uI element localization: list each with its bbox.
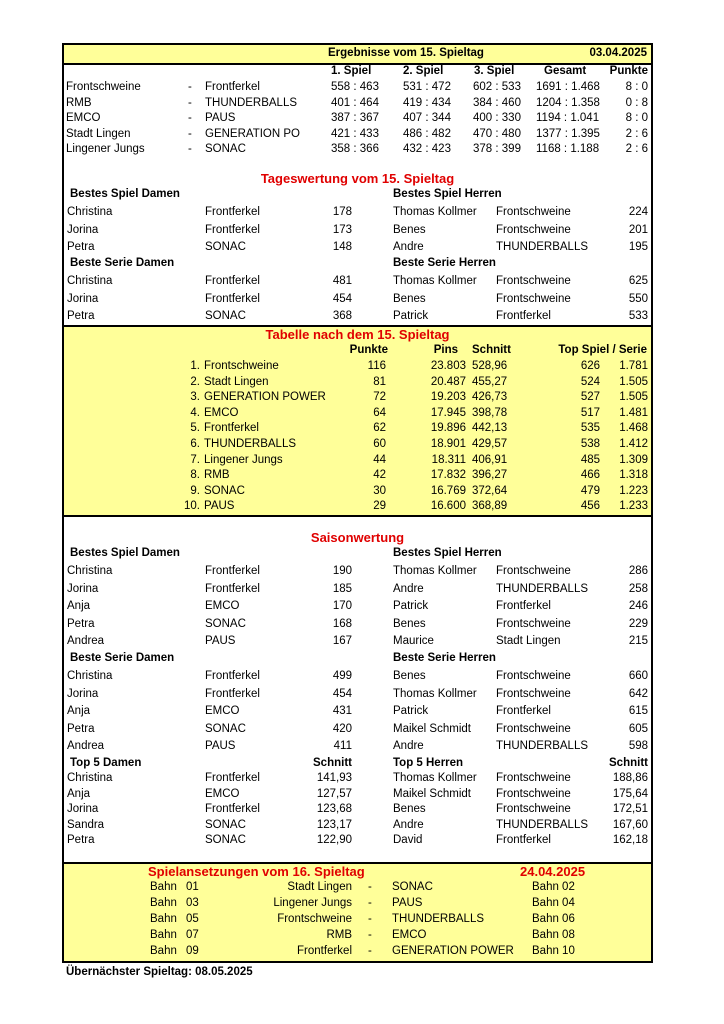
player-score: 368 (332, 310, 352, 322)
player-team: Frontschweine (496, 787, 571, 800)
rank: 6. (190, 438, 200, 450)
lane-label: Bahn (150, 881, 177, 893)
team-top-series: 1.223 (619, 484, 648, 497)
player-name: Jorina (67, 582, 99, 595)
away-lane: Bahn 02 (532, 881, 575, 893)
col-points: Punkte (349, 344, 388, 356)
player-score: 258 (628, 582, 648, 595)
team-name: GENERATION POWER (204, 391, 326, 404)
total-score: 1194 : 1.041 (536, 112, 600, 124)
total-score: 1204 : 1.358 (536, 96, 600, 109)
game3-score: 602 : 533 (473, 81, 521, 93)
player-score: 148 (332, 241, 352, 253)
game1-score: 387 : 367 (331, 112, 379, 124)
player-team: PAUS (205, 635, 236, 647)
player-average: 122,90 (316, 834, 352, 846)
player-team: SONAC (205, 310, 246, 322)
player-team: Stadt Lingen (496, 635, 561, 647)
team-name: Stadt Lingen (204, 375, 269, 388)
top5-women-title: Top 5 Damen (70, 757, 142, 769)
team-points: 64 (373, 406, 386, 419)
total-score: 1377 : 1.395 (536, 127, 600, 140)
rank: 1. (190, 360, 200, 372)
player-score: 168 (332, 617, 352, 630)
team-average: 455,27 (472, 375, 508, 388)
player-team: Frontschweine (496, 722, 571, 735)
player-average: 172,51 (612, 803, 648, 815)
day-left-title: Bestes Spiel Damen (70, 188, 180, 200)
player-average: 188,86 (612, 772, 648, 784)
col-pins: Pins (433, 344, 458, 356)
player-name: Thomas Kollmer (393, 687, 477, 700)
team-average: 372,64 (472, 484, 508, 497)
team-top-series: 1.233 (619, 500, 648, 513)
player-team: Frontschweine (496, 206, 571, 218)
match-points: 8 : 0 (625, 81, 648, 93)
team-pins: 23.803 (430, 360, 466, 372)
lane-number: 09 (186, 945, 199, 957)
standings-title: Tabelle nach dem 15. Spieltag (265, 327, 450, 342)
player-team: Frontschweine (496, 275, 571, 287)
vs-dash: - (368, 913, 372, 925)
away-lane: Bahn 10 (532, 945, 575, 957)
player-score: 454 (332, 687, 352, 700)
vs-dash: - (368, 929, 372, 941)
player-team: Frontferkel (496, 310, 551, 322)
vs-dash: - (368, 945, 372, 957)
lane-label: Bahn (150, 945, 177, 957)
rank: 5. (190, 422, 200, 435)
home-team: Lingener Jungs (273, 897, 352, 909)
player-score: 625 (628, 275, 648, 287)
player-score: 499 (332, 670, 352, 682)
team-top-series: 1.412 (619, 438, 648, 450)
player-score: 229 (628, 617, 648, 630)
player-score: 598 (628, 740, 648, 752)
player-score: 195 (628, 241, 648, 253)
results-col-header: 2. Spiel (403, 65, 444, 77)
home-team: EMCO (66, 112, 101, 124)
player-team: Frontferkel (205, 687, 260, 700)
team-points: 44 (373, 453, 386, 466)
player-score: 660 (628, 670, 648, 682)
team-name: SONAC (204, 484, 245, 497)
lane-label: Bahn (150, 913, 177, 925)
player-team: Frontferkel (205, 803, 260, 815)
col-average: Schnitt (472, 344, 511, 356)
away-team: GENERATION POWER (392, 945, 514, 957)
player-team: Frontschweine (496, 292, 571, 305)
game2-score: 419 : 434 (403, 96, 451, 109)
season-right-title: Beste Serie Herren (393, 652, 496, 664)
player-average: 162,18 (612, 834, 648, 846)
rank: 10. (184, 500, 200, 513)
rank: 8. (190, 469, 200, 482)
player-team: Frontschweine (496, 565, 571, 577)
rank: 7. (190, 453, 200, 466)
team-pins: 18.311 (431, 453, 466, 466)
results-title: Ergebnisse vom 15. Spieltag (328, 47, 484, 59)
team-top-series: 1.468 (619, 422, 648, 435)
player-name: Anja (67, 787, 91, 800)
home-team: RMB (66, 96, 92, 109)
player-score: 215 (628, 635, 648, 647)
player-score: 178 (332, 206, 352, 218)
results-col-header: Gesamt (544, 65, 587, 77)
player-name: Benes (393, 292, 426, 305)
team-name: Frontferkel (204, 422, 259, 435)
team-top-series: 1.318 (619, 469, 648, 482)
player-score: 167 (332, 635, 352, 647)
player-name: Anja (67, 705, 91, 717)
game1-score: 358 : 366 (331, 143, 379, 155)
match-points: 2 : 6 (625, 143, 648, 155)
player-name: Christina (67, 206, 113, 218)
season-title: Saisonwertung (310, 530, 405, 545)
team-name: RMB (204, 469, 230, 482)
away-team: THUNDERBALLS (205, 96, 298, 109)
player-name: Andre (393, 818, 424, 831)
player-team: THUNDERBALLS (496, 582, 589, 595)
player-score: 431 (332, 705, 352, 717)
player-name: Maikel Schmidt (393, 722, 471, 735)
lane-label: Bahn (150, 929, 177, 941)
game1-score: 421 : 433 (331, 127, 379, 140)
team-average: 429,57 (472, 438, 508, 450)
player-name: Andrea (67, 740, 105, 752)
player-name: Andre (393, 241, 424, 253)
day-title: Tageswertung vom 15. Spieltag (260, 171, 455, 186)
player-name: Patrick (393, 310, 429, 322)
player-average: 127,57 (316, 787, 352, 800)
player-team: Frontschweine (496, 617, 571, 630)
vs-dash: - (368, 897, 372, 909)
vs-dash: - (188, 96, 192, 109)
player-score: 190 (332, 565, 352, 577)
team-average: 396,27 (472, 469, 508, 482)
day-left-title: Beste Serie Damen (70, 257, 175, 269)
results-col-header: Punkte (609, 65, 648, 77)
player-name: Jorina (67, 803, 99, 815)
team-points: 72 (373, 391, 386, 404)
home-team: Stadt Lingen (287, 881, 352, 893)
team-points: 60 (373, 438, 386, 450)
player-name: Petra (67, 722, 95, 735)
player-name: Benes (393, 617, 426, 630)
player-name: Maikel Schmidt (393, 787, 471, 800)
team-points: 42 (373, 469, 386, 482)
player-score: 185 (332, 582, 352, 595)
home-team: Frontschweine (277, 913, 352, 925)
lane-label: Bahn (150, 897, 177, 909)
team-average: 406,91 (472, 453, 508, 466)
player-team: Frontferkel (205, 275, 260, 287)
player-score: 642 (628, 687, 648, 700)
match-points: 2 : 6 (625, 127, 648, 140)
player-team: THUNDERBALLS (496, 241, 589, 253)
player-team: SONAC (205, 241, 246, 253)
player-score: 481 (332, 275, 352, 287)
player-name: Petra (67, 834, 95, 846)
team-name: Lingener Jungs (204, 453, 283, 466)
team-pins: 17.945 (430, 406, 466, 419)
player-team: PAUS (205, 740, 236, 752)
team-top-game: 456 (580, 500, 600, 513)
away-team: GENERATION PO (205, 127, 300, 140)
player-score: 550 (628, 292, 648, 305)
player-team: Frontferkel (205, 206, 260, 218)
top5-men-col: Schnitt (609, 757, 648, 769)
player-team: THUNDERBALLS (496, 818, 589, 831)
lane-number: 07 (186, 929, 199, 941)
home-team: Lingener Jungs (66, 143, 145, 155)
player-team: Frontferkel (496, 834, 551, 846)
vs-dash: - (188, 81, 192, 93)
vs-dash: - (188, 112, 192, 124)
vs-dash: - (188, 143, 192, 155)
team-average: 368,89 (472, 500, 508, 513)
player-name: Christina (67, 772, 113, 784)
player-team: EMCO (205, 705, 240, 717)
team-top-game: 479 (580, 484, 600, 497)
team-points: 30 (373, 484, 386, 497)
player-name: Petra (67, 241, 95, 253)
home-team: RMB (326, 929, 352, 941)
match-points: 0 : 8 (625, 96, 648, 109)
player-name: Thomas Kollmer (393, 206, 477, 218)
away-lane: Bahn 04 (532, 897, 575, 909)
player-team: SONAC (205, 834, 246, 846)
results-col-header: 1. Spiel (331, 65, 372, 77)
player-team: Frontschweine (496, 670, 571, 682)
player-team: Frontferkel (205, 223, 260, 236)
game1-score: 558 : 463 (331, 81, 379, 93)
team-top-series: 1.505 (619, 375, 648, 388)
game3-score: 400 : 330 (473, 112, 521, 124)
away-team: EMCO (392, 929, 427, 941)
team-top-game: 626 (580, 360, 600, 372)
game3-score: 378 : 399 (473, 143, 521, 155)
team-pins: 16.769 (430, 484, 466, 497)
team-top-series: 1.781 (619, 360, 648, 372)
team-average: 528,96 (472, 360, 508, 372)
day-right-title: Beste Serie Herren (393, 257, 496, 269)
player-team: Frontferkel (205, 292, 260, 305)
player-name: David (393, 834, 423, 846)
team-average: 426,73 (472, 391, 508, 404)
team-top-game: 466 (580, 469, 600, 482)
team-points: 116 (367, 360, 386, 372)
player-team: Frontschweine (496, 687, 571, 700)
vs-dash: - (188, 127, 192, 140)
player-name: Thomas Kollmer (393, 275, 477, 287)
away-team: SONAC (392, 881, 433, 893)
team-pins: 20.487 (430, 375, 466, 388)
team-top-game: 538 (580, 438, 600, 450)
away-lane: Bahn 06 (532, 913, 575, 925)
vs-dash: - (368, 881, 372, 893)
rank: 3. (190, 391, 200, 404)
player-name: Christina (67, 565, 113, 577)
player-score: 411 (333, 740, 352, 752)
team-average: 442,13 (472, 422, 508, 435)
total-score: 1691 : 1.468 (536, 81, 600, 93)
team-pins: 19.203 (430, 391, 466, 404)
match-points: 8 : 0 (625, 112, 648, 124)
player-average: 123,68 (316, 803, 352, 815)
player-score: 286 (628, 565, 648, 577)
player-score: 246 (628, 600, 648, 612)
season-left-title: Beste Serie Damen (70, 652, 175, 664)
player-team: SONAC (205, 722, 246, 735)
player-average: 167,60 (612, 818, 648, 831)
col-top: Top Spiel / Serie (558, 344, 647, 356)
player-average: 141,93 (316, 772, 352, 784)
team-pins: 17.832 (430, 469, 466, 482)
player-name: Benes (393, 803, 426, 815)
player-name: Petra (67, 310, 95, 322)
player-team: SONAC (205, 818, 246, 831)
game1-score: 401 : 464 (331, 96, 379, 109)
away-team: Frontferkel (205, 81, 260, 93)
schedule-date: 24.04.2025 (520, 864, 586, 879)
game2-score: 531 : 472 (403, 81, 451, 93)
player-name: Jorina (67, 223, 99, 236)
team-top-series: 1.309 (619, 453, 648, 466)
away-lane: Bahn 08 (532, 929, 575, 941)
schedule-title: Spielansetzungen vom 16. Spieltag (148, 864, 365, 879)
home-team: Frontferkel (297, 945, 352, 957)
player-name: Sandra (67, 818, 105, 831)
team-top-series: 1.505 (619, 391, 648, 404)
team-top-game: 524 (580, 375, 600, 388)
player-name: Patrick (393, 705, 429, 717)
team-name: THUNDERBALLS (204, 438, 297, 450)
player-team: THUNDERBALLS (496, 740, 589, 752)
player-name: Andrea (67, 635, 105, 647)
player-team: Frontschweine (496, 223, 571, 236)
player-name: Petra (67, 617, 95, 630)
player-team: EMCO (205, 600, 240, 612)
away-team: PAUS (205, 112, 236, 124)
team-top-game: 485 (580, 453, 600, 466)
lane-number: 01 (186, 881, 199, 893)
player-team: Frontferkel (205, 772, 260, 784)
player-name: Benes (393, 670, 426, 682)
player-score: 533 (628, 310, 648, 322)
day-right-title: Bestes Spiel Herren (393, 188, 502, 200)
player-score: 454 (332, 292, 352, 305)
player-name: Maurice (393, 635, 434, 647)
game2-score: 407 : 344 (403, 112, 451, 124)
results-col-header: 3. Spiel (474, 65, 515, 77)
season-right-title: Bestes Spiel Herren (393, 547, 502, 559)
away-team: SONAC (205, 143, 246, 155)
team-top-game: 517 (580, 406, 600, 419)
results-date: 03.04.2025 (589, 47, 647, 59)
player-name: Thomas Kollmer (393, 565, 477, 577)
player-name: Thomas Kollmer (393, 772, 477, 784)
player-average: 175,64 (612, 787, 648, 800)
rank: 9. (190, 484, 200, 497)
player-team: Frontferkel (496, 600, 551, 612)
player-name: Christina (67, 275, 113, 287)
team-top-game: 527 (580, 391, 600, 404)
team-top-series: 1.481 (619, 406, 648, 419)
rank: 2. (190, 375, 200, 388)
player-team: Frontschweine (496, 772, 571, 784)
player-name: Anja (67, 600, 91, 612)
lane-number: 05 (186, 913, 199, 925)
team-points: 29 (373, 500, 386, 513)
team-average: 398,78 (472, 406, 508, 419)
home-team: Frontschweine (66, 81, 141, 93)
rank: 4. (190, 406, 200, 419)
player-score: 420 (332, 722, 352, 735)
player-team: SONAC (205, 617, 246, 630)
player-score: 201 (628, 223, 648, 236)
player-team: Frontschweine (496, 803, 571, 815)
game2-score: 432 : 423 (403, 143, 451, 155)
game3-score: 384 : 460 (473, 96, 521, 109)
next-matchday-note: Übernächster Spieltag: 08.05.2025 (66, 966, 253, 978)
player-name: Patrick (393, 600, 429, 612)
team-name: PAUS (204, 500, 235, 513)
team-pins: 16.600 (430, 500, 466, 513)
player-score: 224 (628, 206, 648, 218)
player-average: 123,17 (316, 818, 352, 831)
player-score: 170 (332, 600, 352, 612)
player-name: Andre (393, 582, 424, 595)
total-score: 1168 : 1.188 (536, 143, 600, 155)
season-left-title: Bestes Spiel Damen (70, 547, 180, 559)
lane-number: 03 (186, 897, 199, 909)
player-name: Christina (67, 670, 113, 682)
away-team: PAUS (392, 897, 423, 909)
game2-score: 486 : 482 (403, 127, 451, 140)
player-score: 615 (628, 705, 648, 717)
team-name: EMCO (204, 406, 239, 419)
team-points: 81 (373, 375, 386, 388)
away-team: THUNDERBALLS (392, 913, 485, 925)
player-score: 605 (628, 722, 648, 735)
home-team: Stadt Lingen (66, 127, 131, 140)
team-points: 62 (373, 422, 386, 435)
top5-men-title: Top 5 Herren (393, 757, 464, 769)
game3-score: 470 : 480 (473, 127, 521, 140)
team-name: Frontschweine (204, 360, 279, 372)
player-score: 173 (332, 223, 352, 236)
player-team: Frontferkel (205, 670, 260, 682)
player-team: Frontferkel (205, 582, 260, 595)
player-team: Frontferkel (205, 565, 260, 577)
player-team: EMCO (205, 787, 240, 800)
player-name: Jorina (67, 687, 99, 700)
team-pins: 18.901 (430, 438, 466, 450)
team-top-game: 535 (580, 422, 600, 435)
top5-women-col: Schnitt (313, 757, 352, 769)
table-bottom-divider (62, 515, 653, 517)
player-name: Jorina (67, 292, 99, 305)
player-team: Frontferkel (496, 705, 551, 717)
player-name: Andre (393, 740, 424, 752)
team-pins: 19.896 (430, 422, 466, 435)
player-name: Benes (393, 223, 426, 236)
